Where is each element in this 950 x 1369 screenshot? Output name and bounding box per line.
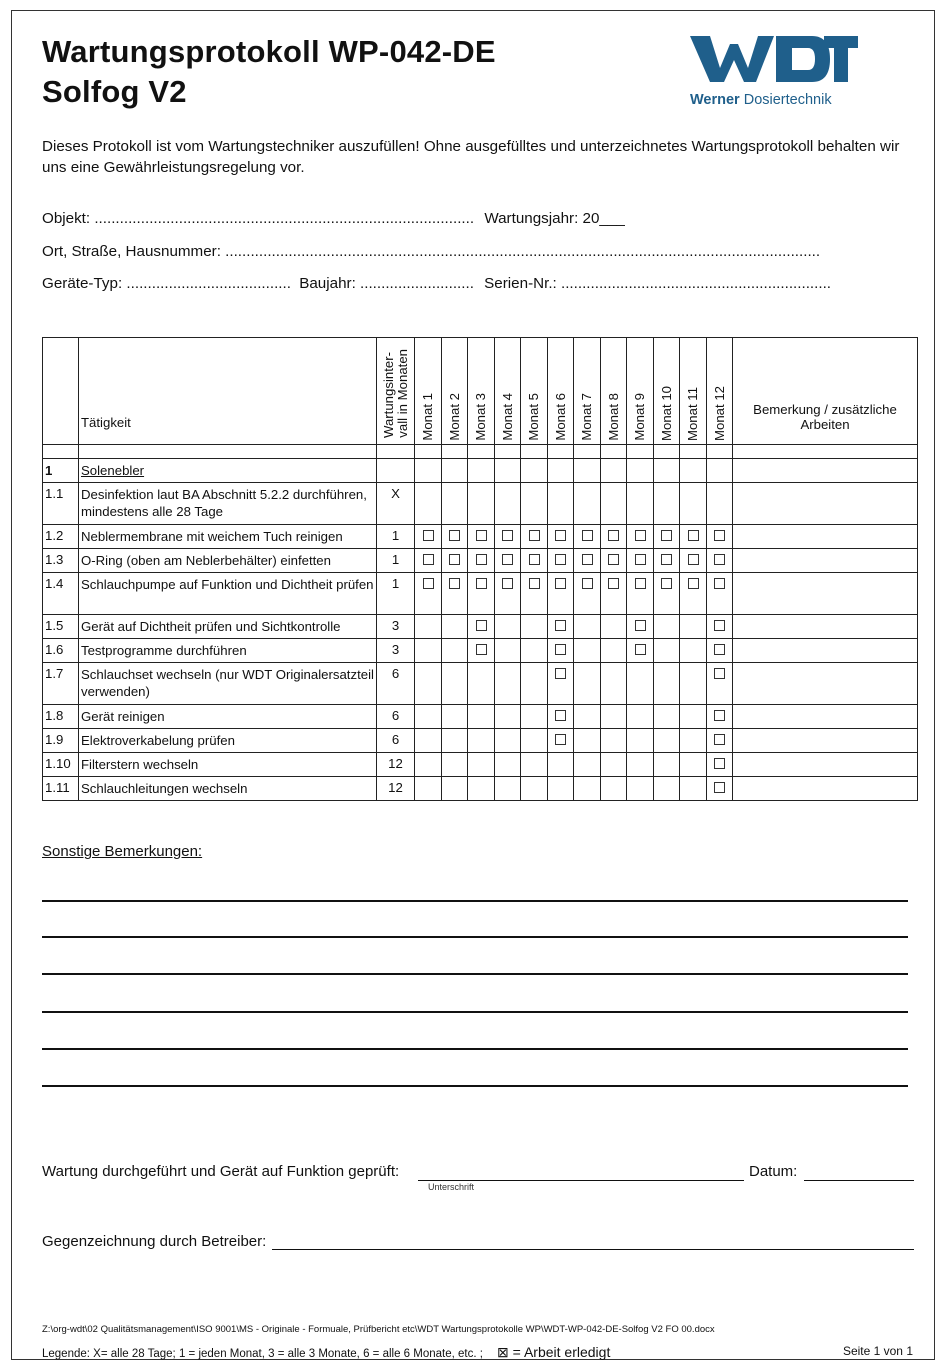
row-month-12 — [707, 573, 733, 615]
row-month-9 — [627, 549, 654, 573]
row-month-3 — [468, 663, 495, 705]
row-month-4 — [495, 729, 521, 753]
row-month-8 — [601, 777, 627, 801]
signature-line[interactable] — [418, 1180, 744, 1181]
checkbox[interactable] — [529, 578, 540, 589]
row-month-6 — [548, 663, 574, 705]
row-month-7 — [574, 705, 601, 729]
row-month-11 — [680, 705, 707, 729]
row-month-2 — [442, 549, 468, 573]
row-remark[interactable] — [733, 525, 918, 549]
spacer-row — [43, 445, 918, 459]
row-month-8 — [601, 663, 627, 705]
row-month-11 — [680, 663, 707, 705]
title-line-2: Solfog V2 — [42, 74, 187, 109]
checkbox[interactable] — [714, 758, 725, 769]
table-row — [43, 729, 918, 753]
header-month-1: Monat 1 — [415, 338, 442, 445]
remarks-line-3[interactable] — [42, 973, 908, 975]
row-task: Elektroverkabelung prüfen — [79, 729, 377, 753]
row-month-10 — [654, 615, 680, 639]
row-month-6 — [548, 483, 574, 525]
checkbox[interactable] — [714, 620, 725, 631]
row-month-4 — [495, 663, 521, 705]
checkbox[interactable] — [423, 530, 434, 541]
checkbox[interactable] — [635, 644, 646, 655]
row-month-7 — [574, 615, 601, 639]
row-month-1 — [415, 549, 442, 573]
checkbox[interactable] — [476, 554, 487, 565]
row-month-4 — [495, 615, 521, 639]
checkbox[interactable] — [714, 734, 725, 745]
row-month-3 — [468, 525, 495, 549]
row-month-8 — [601, 573, 627, 615]
row-interval: 12 — [377, 777, 415, 801]
row-task: Testprogramme durchführen — [79, 639, 377, 663]
row-month-11 — [680, 483, 707, 525]
section-row — [43, 459, 918, 483]
row-number: 1.4 — [43, 573, 79, 615]
row-remark[interactable] — [733, 663, 918, 705]
row-month-2 — [442, 777, 468, 801]
row-month-11 — [680, 729, 707, 753]
row-month-5 — [521, 615, 548, 639]
row-month-2 — [442, 639, 468, 663]
header-no — [43, 338, 79, 445]
row-month-6 — [548, 639, 574, 663]
checkbox[interactable] — [555, 710, 566, 721]
field-row-objekt — [42, 210, 625, 227]
checkbox[interactable] — [502, 578, 513, 589]
checkbox[interactable] — [502, 530, 513, 541]
checkbox[interactable] — [529, 530, 540, 541]
row-interval: 1 — [377, 573, 415, 615]
remarks-line-6[interactable] — [42, 1085, 908, 1087]
table-row — [43, 549, 918, 573]
table-row — [43, 525, 918, 549]
row-month-7 — [574, 663, 601, 705]
checkbox[interactable] — [476, 644, 487, 655]
checkbox[interactable] — [714, 578, 725, 589]
row-month-9 — [627, 753, 654, 777]
row-month-7 — [574, 525, 601, 549]
checkbox[interactable] — [608, 554, 619, 565]
row-month-2 — [442, 525, 468, 549]
checkbox[interactable] — [555, 554, 566, 565]
header-interval — [377, 338, 415, 445]
row-month-9 — [627, 777, 654, 801]
row-month-8 — [601, 525, 627, 549]
row-month-3 — [468, 777, 495, 801]
row-month-7 — [574, 549, 601, 573]
field-wartungsjahr[interactable]: Wartungsjahr: 20___ — [484, 210, 625, 227]
row-month-1 — [415, 729, 442, 753]
row-month-10 — [654, 663, 680, 705]
row-month-2 — [442, 729, 468, 753]
row-month-11 — [680, 615, 707, 639]
checkbox[interactable] — [476, 620, 487, 631]
row-month-7 — [574, 573, 601, 615]
header-month-11: Monat 11 — [680, 338, 707, 445]
row-task: Schlauchpumpe auf Funktion und Dichtheit prüfen — [79, 573, 377, 615]
row-month-12 — [707, 525, 733, 549]
row-number: 1.2 — [43, 525, 79, 549]
footer-file-path: Z:\org-wdt\02 Qualitätsmanagement\ISO 9001\MS - Originale - Formuale, Prüfbericht etc\WDT Wartungsprotokolle WP\WDT-WP-042-DE-Solfog V2 FO 00.docx — [42, 1324, 715, 1335]
row-month-7 — [574, 777, 601, 801]
row-remark[interactable] — [733, 777, 918, 801]
checkbox[interactable] — [635, 554, 646, 565]
row-task: Filterstern wechseln — [79, 753, 377, 777]
signature-label: Wartung durchgeführt und Gerät auf Funktion geprüft: — [42, 1163, 400, 1180]
row-month-11 — [680, 777, 707, 801]
checkbox[interactable] — [529, 554, 540, 565]
row-month-8 — [601, 483, 627, 525]
row-month-9 — [627, 615, 654, 639]
field-objekt[interactable]: Objekt: .......................................................................................... — [42, 210, 475, 227]
row-month-5 — [521, 753, 548, 777]
section-title: Solenebler — [79, 459, 377, 483]
row-interval: 6 — [377, 705, 415, 729]
row-month-10 — [654, 483, 680, 525]
row-month-11 — [680, 549, 707, 573]
row-month-2 — [442, 483, 468, 525]
row-month-3 — [468, 615, 495, 639]
row-month-2 — [442, 705, 468, 729]
row-month-2 — [442, 753, 468, 777]
row-remark[interactable] — [733, 753, 918, 777]
row-month-6 — [548, 525, 574, 549]
row-month-9 — [627, 729, 654, 753]
row-month-10 — [654, 639, 680, 663]
table-row — [43, 573, 918, 615]
header-bemerkung: Bemerkung / zusätzliche Arbeiten — [733, 338, 918, 445]
remarks-line-5[interactable] — [42, 1048, 908, 1050]
row-month-2 — [442, 663, 468, 705]
row-remark[interactable] — [733, 705, 918, 729]
table-row — [43, 777, 918, 801]
row-month-8 — [601, 615, 627, 639]
row-month-9 — [627, 705, 654, 729]
remarks-line-2[interactable] — [42, 936, 908, 938]
row-month-12 — [707, 729, 733, 753]
row-month-12 — [707, 639, 733, 663]
checkbox[interactable] — [449, 530, 460, 541]
row-remark[interactable] — [733, 573, 918, 615]
row-number: 1.6 — [43, 639, 79, 663]
row-remark[interactable] — [733, 615, 918, 639]
row-task: Schlauchset wechseln (nur WDT Originalersatzteil verwenden) — [79, 663, 377, 705]
row-month-6 — [548, 705, 574, 729]
row-month-11 — [680, 573, 707, 615]
header-month-2: Monat 2 — [442, 338, 468, 445]
logo-text: WDT — [688, 30, 691, 31]
checkbox[interactable] — [661, 578, 672, 589]
signature-sub: Unterschrift — [428, 1182, 475, 1192]
checkbox[interactable] — [714, 554, 725, 565]
row-month-3 — [468, 483, 495, 525]
row-number: 1.3 — [43, 549, 79, 573]
maintenance-table — [42, 337, 918, 801]
row-month-9 — [627, 573, 654, 615]
row-interval: 1 — [377, 549, 415, 573]
row-month-1 — [415, 705, 442, 729]
row-month-11 — [680, 753, 707, 777]
row-month-7 — [574, 639, 601, 663]
row-month-1 — [415, 663, 442, 705]
row-task: O-Ring (oben am Neblerbehälter) einfetten — [79, 549, 377, 573]
checkbox[interactable] — [449, 578, 460, 589]
row-month-7 — [574, 753, 601, 777]
row-month-5 — [521, 729, 548, 753]
row-month-1 — [415, 639, 442, 663]
row-month-6 — [548, 615, 574, 639]
header-month-7: Monat 7 — [574, 338, 601, 445]
row-month-6 — [548, 573, 574, 615]
datum-label: Datum: — [749, 1163, 798, 1180]
row-month-6 — [548, 753, 574, 777]
row-month-9 — [627, 483, 654, 525]
legend-text: Legende: X= alle 28 Tage; 1 = jeden Monat, 3 = alle 3 Monate, 6 = alle 6 Monate, etc. ; — [42, 1348, 483, 1360]
table-header-row — [43, 338, 918, 445]
counter-signature-label: Gegenzeichnung durch Betreiber: — [42, 1233, 267, 1250]
row-month-3 — [468, 729, 495, 753]
row-month-10 — [654, 753, 680, 777]
row-interval: 12 — [377, 753, 415, 777]
table-row — [43, 663, 918, 705]
row-month-5 — [521, 483, 548, 525]
row-month-9 — [627, 525, 654, 549]
row-number: 1.7 — [43, 663, 79, 705]
section-number: 1 — [43, 459, 79, 483]
row-month-1 — [415, 777, 442, 801]
row-month-12 — [707, 753, 733, 777]
header-month-6: Monat 6 — [548, 338, 574, 445]
checkbox[interactable] — [661, 554, 672, 565]
row-month-3 — [468, 639, 495, 663]
row-month-4 — [495, 753, 521, 777]
checkbox[interactable] — [635, 578, 646, 589]
checkbox[interactable] — [688, 554, 699, 565]
row-month-8 — [601, 639, 627, 663]
checkbox[interactable] — [688, 578, 699, 589]
row-number: 1.11 — [43, 777, 79, 801]
table-row — [43, 753, 918, 777]
row-month-6 — [548, 729, 574, 753]
checkbox[interactable] — [635, 620, 646, 631]
row-month-10 — [654, 777, 680, 801]
checkbox[interactable] — [714, 668, 725, 679]
row-month-8 — [601, 729, 627, 753]
row-number: 1.9 — [43, 729, 79, 753]
field-ort[interactable]: Ort, Straße, Hausnummer: ............................................................................................................................................. — [42, 243, 821, 260]
checkbox[interactable] — [582, 554, 593, 565]
row-month-1 — [415, 753, 442, 777]
checkbox[interactable] — [688, 530, 699, 541]
row-interval: 1 — [377, 525, 415, 549]
row-month-4 — [495, 777, 521, 801]
title-line-1: Wartungsprotokoll WP-042-DE — [42, 34, 496, 69]
row-month-6 — [548, 777, 574, 801]
header-interval-l1: Wartungsinter- — [380, 352, 396, 438]
row-month-5 — [521, 573, 548, 615]
row-task: Gerät reinigen — [79, 705, 377, 729]
row-month-4 — [495, 573, 521, 615]
checkbox[interactable] — [714, 782, 725, 793]
row-month-5 — [521, 639, 548, 663]
row-month-2 — [442, 615, 468, 639]
row-remark[interactable] — [733, 483, 918, 525]
row-month-9 — [627, 639, 654, 663]
row-task: Gerät auf Dichtheit prüfen und Sichtkontrolle — [79, 615, 377, 639]
row-remark[interactable] — [733, 639, 918, 663]
header-interval-l2: vall in Monaten — [394, 349, 410, 438]
checkbox[interactable] — [714, 710, 725, 721]
row-task: Neblermembrane mit weichem Tuch reinigen — [79, 525, 377, 549]
row-month-5 — [521, 777, 548, 801]
table-row — [43, 615, 918, 639]
checkbox[interactable] — [555, 578, 566, 589]
row-month-12 — [707, 663, 733, 705]
header-month-8: Monat 8 — [601, 338, 627, 445]
checkbox[interactable] — [423, 578, 434, 589]
row-number: 1.5 — [43, 615, 79, 639]
checkbox[interactable] — [449, 554, 460, 565]
checkbox[interactable] — [582, 530, 593, 541]
row-month-12 — [707, 777, 733, 801]
header-month-10: Monat 10 — [654, 338, 680, 445]
checkbox[interactable] — [476, 530, 487, 541]
document-title — [42, 32, 496, 112]
checkbox[interactable] — [608, 578, 619, 589]
row-month-12 — [707, 483, 733, 525]
row-month-8 — [601, 705, 627, 729]
legend-done-text: = Arbeit erledigt — [512, 1344, 611, 1360]
header-month-12: Monat 12 — [707, 338, 733, 445]
row-month-2 — [442, 573, 468, 615]
checkbox[interactable] — [502, 554, 513, 565]
header-month-4: Monat 4 — [495, 338, 521, 445]
checkbox[interactable] — [635, 530, 646, 541]
remarks-line-1[interactable] — [42, 900, 908, 902]
row-month-9 — [627, 663, 654, 705]
row-month-10 — [654, 549, 680, 573]
row-month-1 — [415, 525, 442, 549]
row-month-12 — [707, 615, 733, 639]
row-interval: 3 — [377, 615, 415, 639]
header-month-9: Monat 9 — [627, 338, 654, 445]
row-task: Desinfektion laut BA Abschnitt 5.2.2 durchführen, mindestens alle 28 Tage — [79, 483, 377, 525]
row-task: Schlauchleitungen wechseln — [79, 777, 377, 801]
checkbox[interactable] — [423, 554, 434, 565]
row-interval: 6 — [377, 729, 415, 753]
header-month-3: Monat 3 — [468, 338, 495, 445]
footer-legend — [42, 1344, 610, 1361]
header-month-5: Monat 5 — [521, 338, 548, 445]
row-interval: X — [377, 483, 415, 525]
row-month-10 — [654, 525, 680, 549]
row-month-7 — [574, 729, 601, 753]
row-month-10 — [654, 573, 680, 615]
row-month-7 — [574, 483, 601, 525]
row-month-3 — [468, 573, 495, 615]
row-month-11 — [680, 525, 707, 549]
row-interval: 6 — [377, 663, 415, 705]
row-interval: 3 — [377, 639, 415, 663]
row-number: 1.8 — [43, 705, 79, 729]
row-remark[interactable] — [733, 729, 918, 753]
checkbox[interactable] — [555, 644, 566, 655]
page-number: Seite 1 von 1 — [842, 1344, 913, 1358]
checkbox[interactable] — [555, 620, 566, 631]
row-month-3 — [468, 705, 495, 729]
checkbox[interactable] — [555, 530, 566, 541]
remarks-title: Sonstige Bemerkungen: — [42, 843, 203, 860]
legend-box-icon: ⊠ — [496, 1344, 509, 1360]
row-month-10 — [654, 729, 680, 753]
logo-subtitle: Werner Dosiertechnik — [690, 92, 832, 108]
row-month-8 — [601, 549, 627, 573]
checkbox[interactable] — [555, 734, 566, 745]
row-month-4 — [495, 549, 521, 573]
row-month-12 — [707, 549, 733, 573]
row-month-1 — [415, 483, 442, 525]
row-month-11 — [680, 639, 707, 663]
checkbox[interactable] — [608, 530, 619, 541]
table-row — [43, 639, 918, 663]
checkbox[interactable] — [582, 578, 593, 589]
checkbox[interactable] — [555, 668, 566, 679]
table-row — [43, 483, 918, 525]
row-month-10 — [654, 705, 680, 729]
field-geraete-typ[interactable]: Geräte-Typ: ....................................... — [42, 275, 291, 292]
field-serien-nr[interactable]: Serien-Nr.: ................................................................ — [484, 275, 832, 292]
row-remark[interactable] — [733, 549, 918, 573]
field-row-geraet — [42, 275, 831, 292]
checkbox[interactable] — [714, 530, 725, 541]
checkbox[interactable] — [661, 530, 672, 541]
row-month-5 — [521, 705, 548, 729]
row-month-6 — [548, 549, 574, 573]
row-month-5 — [521, 663, 548, 705]
field-row-ort — [42, 243, 820, 260]
row-month-3 — [468, 753, 495, 777]
table-row — [43, 705, 918, 729]
row-number: 1.10 — [43, 753, 79, 777]
intro-text: Dieses Protokoll ist vom Wartungstechniker auszufüllen! Ohne ausgefülltes und unterzeichnetes Wartungsprotokoll behalten wir uns eine Gewährleistungsregelung vor. — [42, 138, 900, 176]
checkbox[interactable] — [476, 578, 487, 589]
row-month-1 — [415, 615, 442, 639]
row-month-5 — [521, 525, 548, 549]
checkbox[interactable] — [714, 644, 725, 655]
row-month-4 — [495, 705, 521, 729]
row-month-5 — [521, 549, 548, 573]
row-month-8 — [601, 753, 627, 777]
field-baujahr[interactable]: Baujahr: ........................... — [299, 275, 474, 292]
row-month-3 — [468, 549, 495, 573]
row-number: 1.1 — [43, 483, 79, 525]
row-month-4 — [495, 525, 521, 549]
row-month-4 — [495, 639, 521, 663]
remarks-line-4[interactable] — [42, 1011, 908, 1013]
counter-signature-line[interactable] — [272, 1249, 914, 1250]
row-month-12 — [707, 705, 733, 729]
header-taetigkeit: Tätigkeit — [79, 338, 377, 445]
datum-line[interactable] — [804, 1180, 914, 1181]
row-month-1 — [415, 573, 442, 615]
row-month-4 — [495, 483, 521, 525]
